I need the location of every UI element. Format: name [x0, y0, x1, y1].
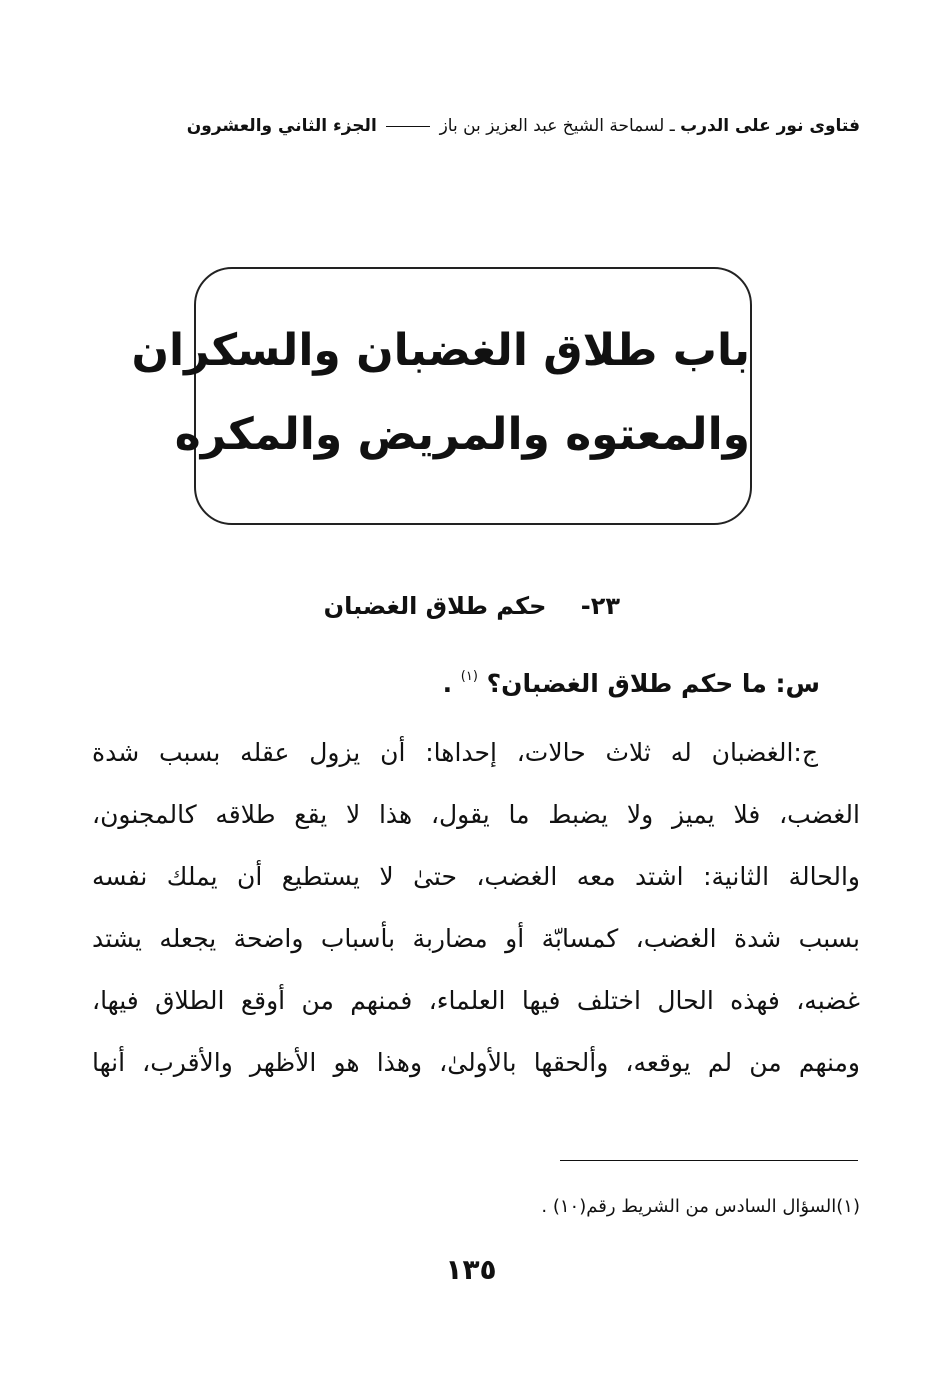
answer-line-2: الغضب، فلا يميز ولا يضبط ما يقول، هذا لا يقع طلاقه كالمجنون،	[92, 800, 860, 829]
footnote-marker: (١)	[460, 669, 478, 684]
answer-line-4: بسبب شدة الغضب، كمسابّة أو مضاربة بأسباب واضحة يجعله يشتد	[92, 924, 860, 953]
question-text: س: ما حكم طلاق الغضبان؟	[486, 669, 820, 698]
answer-line-3: والحالة الثانية: اشتد معه الغضب، حتىٰ لا يستطيع أن يملك نفسه	[92, 862, 860, 891]
chapter-title-line-1: باب طلاق الغضبان والسكران	[131, 325, 750, 376]
chapter-title-box	[131, 267, 752, 525]
footnote-separator	[560, 1160, 858, 1161]
page-number: ١٣٥	[445, 1253, 497, 1286]
author-name: لسماحة الشيخ عبد العزيز بن باز	[439, 116, 665, 136]
footnote: (١)السؤال السادس من الشريط رقم(١٠) .	[541, 1196, 860, 1217]
answer-line-6: ومنهم من لم يوقعه، وألحقها بالأولىٰ، وهذا هو الأظهر والأقرب، أنها	[92, 1048, 860, 1077]
answer-line-1: ج:الغضبان له ثلاث حالات، إحداها: أن يزول عقله بسبب شدة	[92, 738, 818, 767]
volume-label: الجزء الثاني والعشرون	[186, 116, 377, 136]
header-dash: ـ	[664, 116, 675, 136]
section-number: ٢٣-	[580, 592, 620, 620]
question-end: .	[442, 669, 453, 698]
question	[300, 655, 820, 706]
book-title: فتاوى نور على الدرب	[680, 116, 860, 136]
section-heading	[150, 586, 620, 626]
answer-line-5: غضبه، فهذه الحال اختلف فيها العلماء، فمنهم من أوقع الطلاق فيها،	[92, 986, 860, 1015]
chapter-title-line-2: والمعتوه والمريض والمكره	[174, 409, 750, 460]
header-rule	[386, 126, 430, 127]
section-title: حكم طلاق الغضبان	[323, 592, 547, 620]
running-header	[90, 112, 860, 140]
answer-body	[92, 722, 860, 1094]
